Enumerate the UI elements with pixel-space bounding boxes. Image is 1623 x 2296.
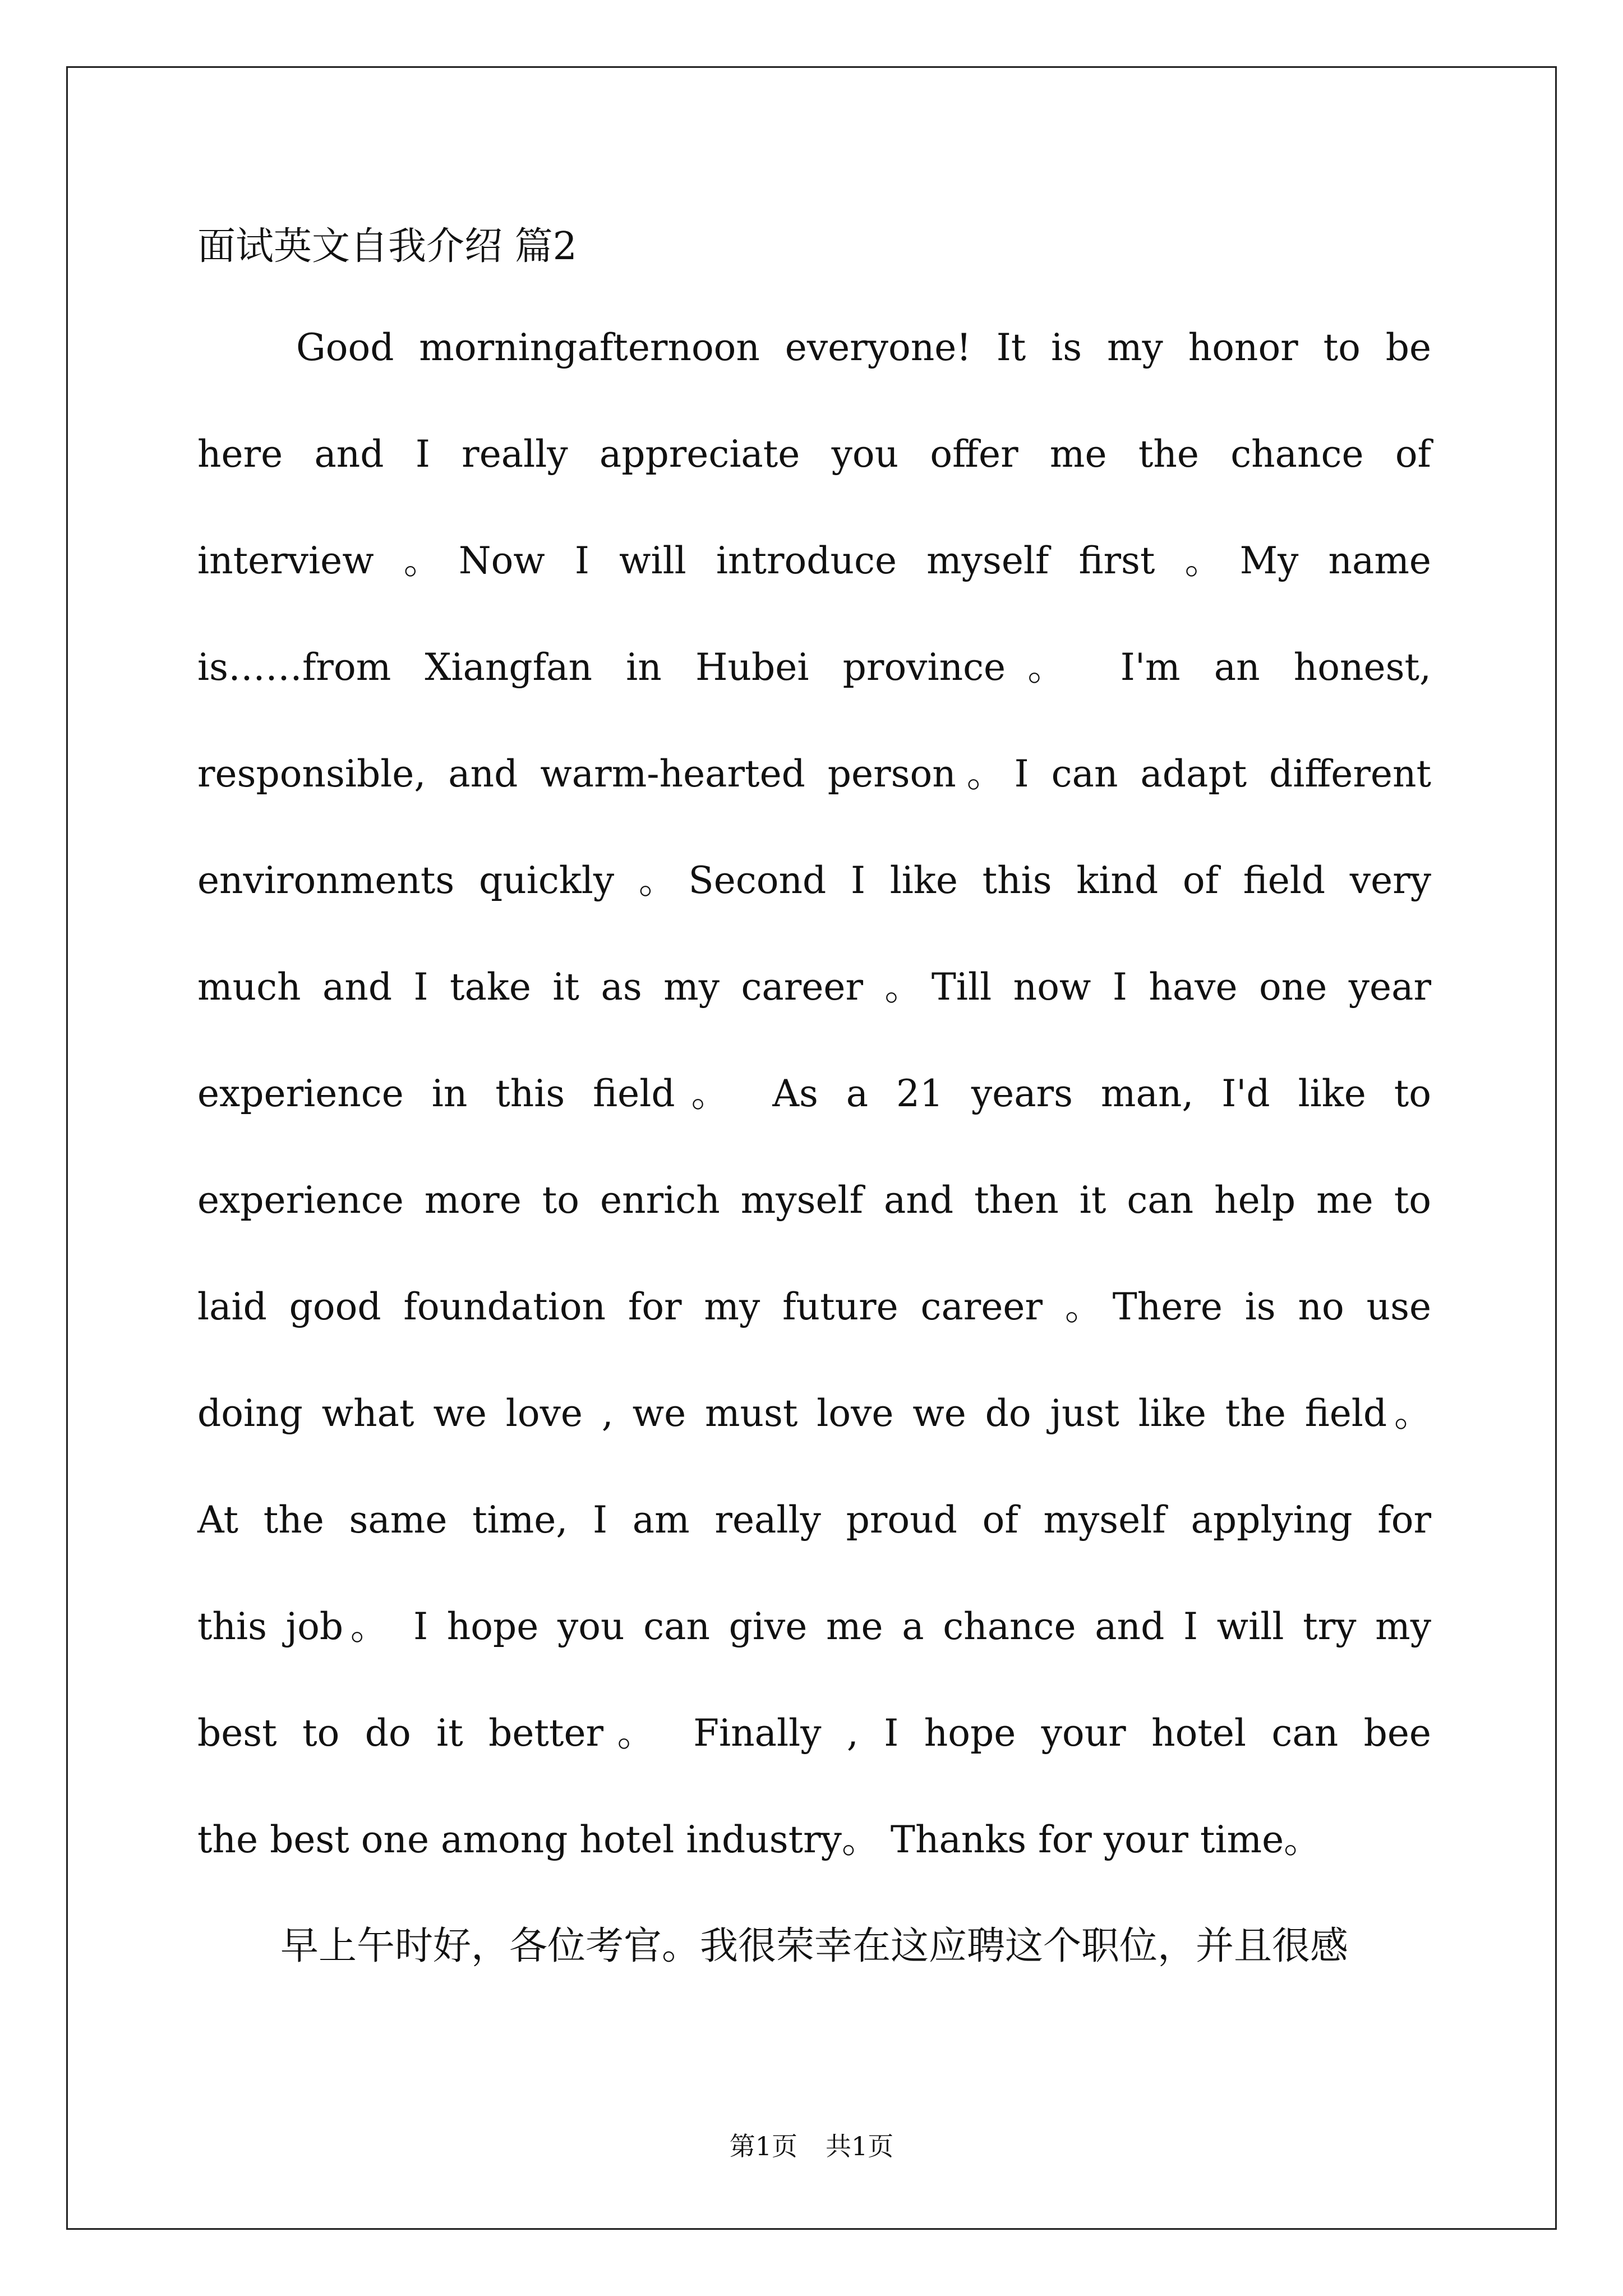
page-footer: [0, 2126, 1623, 2163]
paragraph-line: Good morningafternoon everyone! It is my honor to be: [296, 326, 1431, 369]
paragraph-line: this job。 I hope you can give me a chance and I will try my: [197, 1605, 1431, 1648]
paragraph-line: environments quickly 。Second I like this kind of field very: [197, 859, 1431, 902]
paragraph-line: responsible, and warm-hearted person。I can adapt different: [197, 752, 1431, 795]
paragraph-line: interview 。Now I will introduce myself first 。My name: [197, 539, 1431, 582]
page-total: 共1页: [826, 2131, 894, 2161]
paragraph-line: At the same time, I am really proud of myself applying for: [197, 1498, 1431, 1542]
chinese-paragraph-line: 早上午时好，各位考官。我很荣幸在这应聘这个职位，并且很感: [280, 1924, 1349, 1968]
paragraph-line: the best one among hotel industry。 Thanks for your time。: [197, 1818, 1321, 1861]
document-title: 面试英文自我介绍 篇2: [197, 224, 577, 269]
paragraph-line: best to do it better。 Finally , I hope your hotel can bee: [197, 1711, 1431, 1755]
document-body: [197, 219, 1431, 2025]
paragraph-line: here and I really appreciate you offer me the chance of: [197, 432, 1431, 476]
paragraph-line: experience in this field。 As a 21 years man, I'd like to: [197, 1072, 1431, 1115]
paragraph-line: is……from Xiangfan in Hubei province。 I'm an honest,: [197, 646, 1431, 689]
page-number: 第1页: [729, 2131, 797, 2161]
paragraph-line: experience more to enrich myself and then it can help me to: [197, 1179, 1431, 1222]
paragraph-line: doing what we love , we must love we do just like the field。: [197, 1392, 1431, 1435]
paragraph-line: much and I take it as my career 。Till now I have one year: [197, 965, 1431, 1009]
paragraph-line: laid good foundation for my future career 。There is no use: [197, 1285, 1431, 1328]
